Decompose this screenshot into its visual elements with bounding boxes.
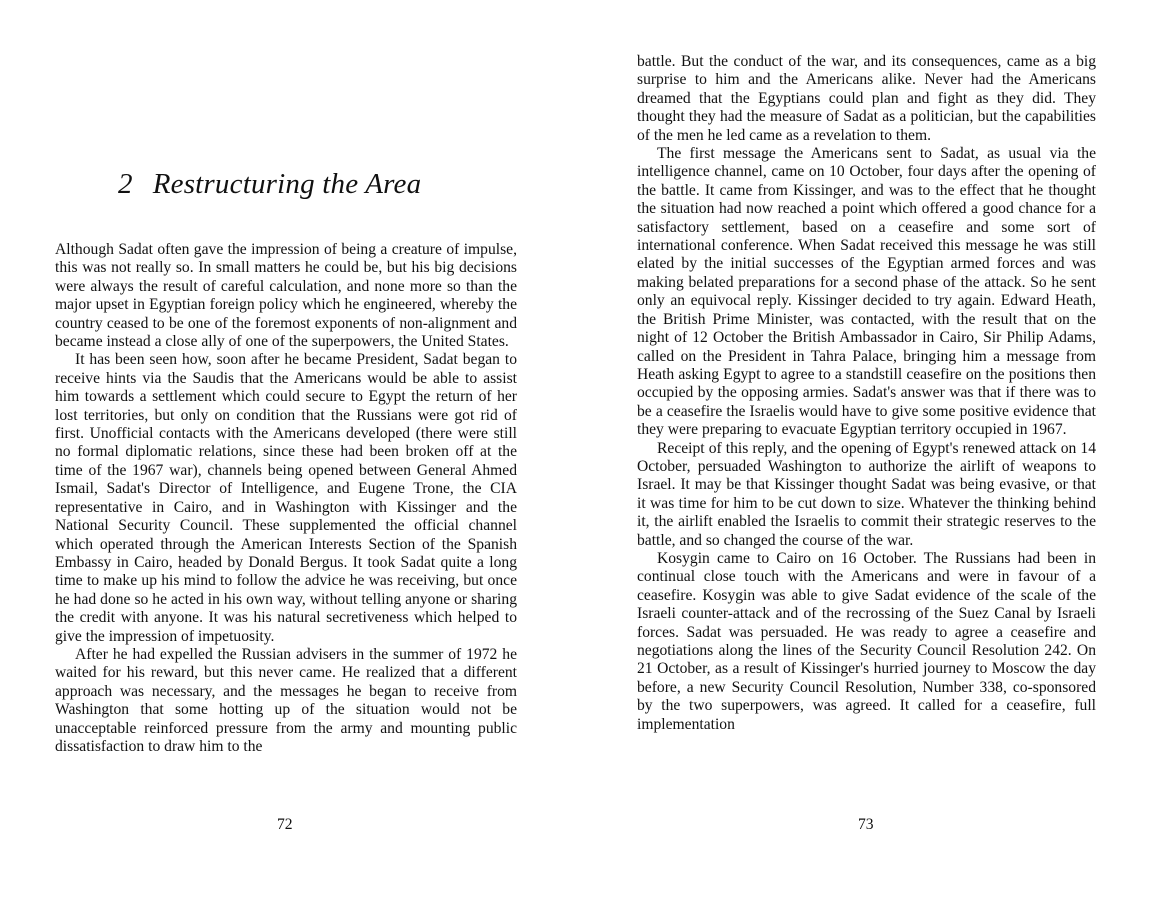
chapter-title: Restructuring the Area: [152, 168, 422, 200]
left-page: [0, 0, 572, 908]
paragraph: Kosygin came to Cairo on 16 October. The Russians had been in continual close touch with the Americans and were in favour of a ceasefire. Kosygin was able to give Sadat evidence of the scale of the Israeli counter-attack and of the recrossing of the Suez Canal by Israeli forces. Sadat was persuaded. He was ready to agree a ceasefire and negotiations along the lines of the Security Council Resolution 242. On 21 October, as a result of Kissinger's hurried journey to Moscow the day before, a new Security Council Resolution, Number 338, co-sponsored by the two superpowers, was agreed. It called for a ceasefire, full implementation: [637, 549, 1096, 733]
paragraph: The first message the Americans sent to Sadat, as usual via the intelligence channel, came on 10 October, four days after the opening of the battle. It came from Kissinger, and was to the effect that he thought the situation had now reached a point which offered a good chance for a satisfactory settlement, based on a ceasefire and some sort of international conference. When Sadat received this message he was still elated by the initial successes of the Egyptian armed forces and was making belated preparations for a second phase of the attack. So he sent only an equivocal reply. Kissinger decided to try again. Edward Heath, the British Prime Minister, was contacted, with the result that on the night of 12 October the British Ambassador in Cairo, Sir Philip Adams, called on the President in Tahra Palace, bringing him a message from Heath asking Egypt to agree to a standstill ceasefire on the positions then occupied by the opposing armies. Sadat's answer was that if there was to be a ceasefire the Israelis would have to give some positive evidence that they were preparing to evacuate Egyptian territory occupied in 1967.: [637, 145, 1096, 439]
right-body-text: [637, 53, 1096, 734]
right-page: [578, 0, 1150, 908]
page-number: 73: [858, 816, 874, 833]
chapter-heading: [118, 168, 421, 201]
paragraph: After he had expelled the Russian advisers in the summer of 1972 he waited for his reward, but this never came. He realized that a different approach was necessary, and the messages he began to receive from Washington that some hotting up of the situation would not be unacceptable reinforced pressure from the army and mounting public dissatisfaction to draw him to the: [55, 645, 517, 755]
paragraph: Receipt of this reply, and the opening of Egypt's renewed attack on 14 October, persuaded Washington to authorize the airlift of weapons to Israel. It may be that Kissinger thought Sadat was being evasive, or that it was time for him to be cut down to size. Whatever the thinking behind it, the airlift enabled the Israelis to commit their strategic reserves to the battle, and so changed the course of the war.: [637, 439, 1096, 549]
paragraph: It has been seen how, soon after he became President, Sadat began to receive hints via the Saudis that the Americans would be able to assist him towards a settlement which could secure to Egypt the return of her lost territories, but only on condition that the Russians were got rid of first. Unofficial contacts with the Americans developed (there were still no formal diplomatic relations, since these had been broken off at the time of the 1967 war), channels being opened between General Ahmed Ismail, Sadat's Director of Intelligence, and Eugene Trone, the CIA representative in Cairo, and in Washington with Kissinger and the National Security Council. These supplemented the official channel which operated through the American Interests Section of the Spanish Embassy in Cairo, headed by Donald Bergus. It took Sadat quite a long time to make up his mind to follow the advice he was receiving, but once he had done so he acted in his own way, without telling anyone or sharing the credit with anyone. It was his natural secretiveness which helped to give the impression of impetuosity.: [55, 351, 517, 645]
paragraph: battle. But the conduct of the war, and its consequences, came as a big surprise to him and the Americans alike. Never had the Americans dreamed that the Egyptians could plan and fight as they did. They thought they had the measure of Sadat as a politician, but the capabilities of the men he led came as a revelation to them.: [637, 53, 1096, 144]
page-number: 72: [277, 816, 293, 833]
chapter-number: 2: [118, 168, 133, 200]
paragraph: Although Sadat often gave the impression of being a creature of impulse, this was not really so. In small matters he could be, but his big decisions were always the result of careful calculation, and none more so than the major upset in Egyptian foreign policy which he engineered, whereby the country ceased to be one of the foremost exponents of non-alignment and became instead a close ally of one of the superpowers, the United States.: [55, 241, 517, 351]
left-body-text: [55, 241, 517, 756]
